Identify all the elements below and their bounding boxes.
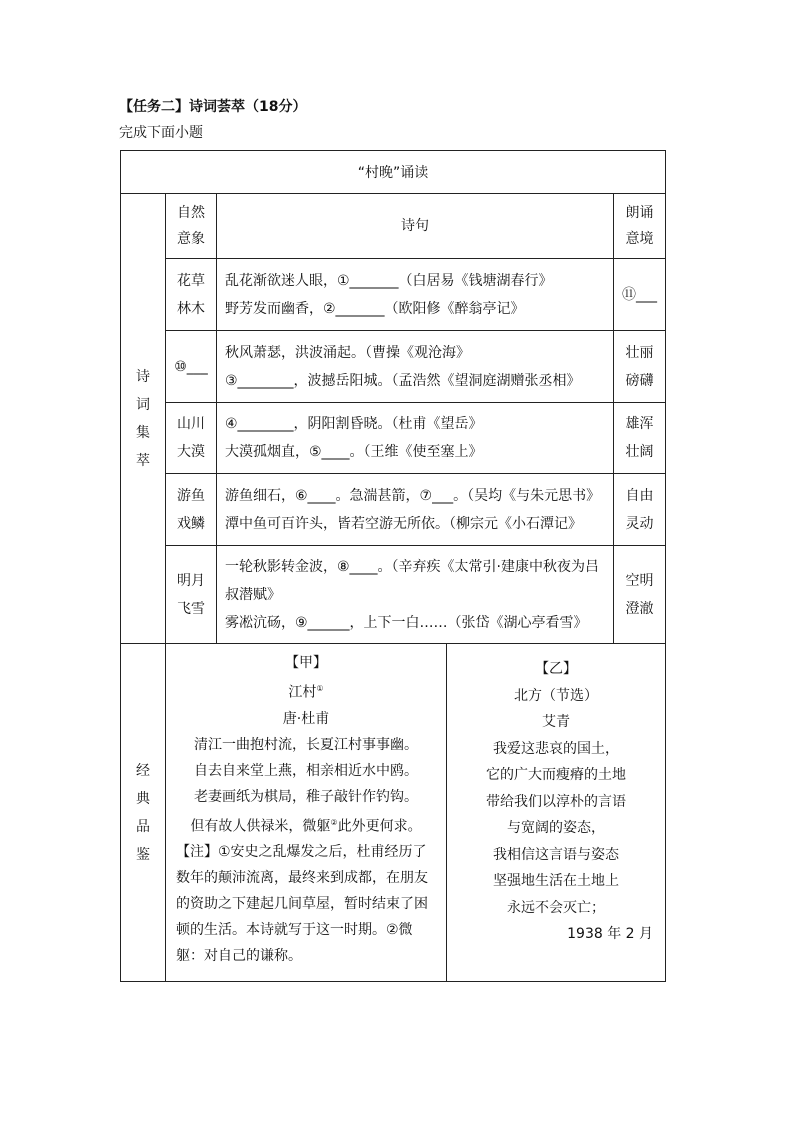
poem-line: 清江一曲抱村流，长夏江村事事幽。: [194, 736, 418, 753]
poem-line: 雾凇沆砀，⑨______，上下一白……（张岱《湖心亭看雪》: [225, 614, 588, 631]
column-header-image: 自然 意象: [166, 194, 217, 259]
task-instruction: 完成下面小题: [119, 125, 203, 141]
poem-yi-author: 艾青: [542, 714, 571, 730]
poem-yi: [447, 644, 666, 982]
row-mood: 自由 灵动: [614, 474, 666, 546]
poem-line: 坚强地生活在土地上: [493, 873, 620, 889]
poem-yi-tag: 【乙】: [535, 661, 578, 677]
row-mood: ⑪___: [614, 259, 666, 331]
poem-jia-tag: 【甲】: [285, 655, 327, 671]
row-mood: 雄浑 壮阔: [614, 403, 666, 474]
poem-line: 我相信这言语与姿态: [493, 846, 620, 863]
row-mood: 壮丽 磅礴: [614, 331, 666, 403]
poem-jia-note: 【注】①安史之乱爆发之后，杜甫经历了数年的颠沛流离，最终来到成都，在朋友的资助之下建起几间草屋，暂时结束了困顿的生活。本诗就写于这一时期。②微躯：对自己的谦称。: [176, 844, 428, 965]
poem-line: 与宽阔的姿态，: [507, 820, 606, 836]
poem-line: 野芳发而幽香，②_______（欧阳修《醉翁亭记》: [225, 300, 525, 317]
row-poem: [217, 546, 614, 644]
poem-line: 自去自来堂上燕，相亲相近水中鸥。: [194, 762, 418, 779]
section-label-appreciation: 经 典 品 鉴: [121, 644, 166, 982]
poem-line: 我爱这悲哀的国土，: [493, 740, 620, 757]
poem-line: 秋风萧瑟，洪波涌起。（曹操《观沧海》: [225, 344, 470, 361]
poem-line: 带给我们以淳朴的言语: [486, 793, 627, 810]
task-heading: 【任务二】诗词荟萃（18分）: [119, 99, 307, 115]
poem-line: 但有故人供禄米，微躯②此外更何求。: [190, 817, 422, 835]
poem-jia-author: 唐·杜甫: [282, 710, 330, 727]
row-image: ⑩___: [166, 331, 217, 403]
row-image: 明月 飞雪: [166, 546, 217, 644]
row-poem: [217, 259, 614, 331]
poem-line: 一轮秋影转金波，⑧____。（辛弃疾《太常引·建康中秋夜为吕叔潜赋》: [225, 558, 599, 603]
row-poem: [217, 331, 614, 403]
poetry-table: [120, 150, 666, 982]
section-label-collection: 诗 词 集 萃: [121, 194, 166, 644]
poem-line: 游鱼细石，⑥____。急湍甚箭，⑦___。（吴均《与朱元思书》: [225, 487, 601, 504]
poem-line: 乱花渐欲迷人眼，①_______（白居易《钱塘湖春行》: [225, 272, 553, 289]
poem-line: ③________，波撼岳阳城。（孟浩然《望洞庭湖赠张丞相》: [225, 372, 581, 389]
row-image: 花草 林木: [166, 259, 217, 331]
poem-yi-date: 1938 年 2 月: [567, 926, 654, 942]
poem-yi-title: 北方（节选）: [514, 687, 599, 704]
poem-line: 大漠孤烟直，⑤____。（王维《使至塞上》: [225, 444, 483, 460]
poem-line: 潭中鱼可百许头，皆若空游无所依。（柳宗元《小石潭记》: [225, 515, 582, 532]
poem-line: 它的广大而瘦瘠的土地: [486, 767, 627, 783]
poem-jia-title: 江村①: [288, 684, 324, 701]
row-image: 山川 大漠: [166, 403, 217, 474]
poem-line: 永远不会灭亡；: [507, 899, 606, 916]
poem-line: ④________，阴阳割昏晓。（杜甫《望岳》: [225, 416, 483, 432]
row-image: 游鱼 戏鳞: [166, 474, 217, 546]
row-poem: [217, 474, 614, 546]
table-title: “村晚”诵读: [121, 151, 666, 194]
row-poem: [217, 403, 614, 474]
poem-jia: [166, 644, 447, 982]
poem-line: 老妻画纸为棋局，稚子敲针作钓钩。: [194, 788, 418, 805]
column-header-poem: 诗句: [217, 194, 614, 259]
column-header-mood: 朗诵 意境: [614, 194, 666, 259]
row-mood: 空明 澄澈: [614, 546, 666, 644]
